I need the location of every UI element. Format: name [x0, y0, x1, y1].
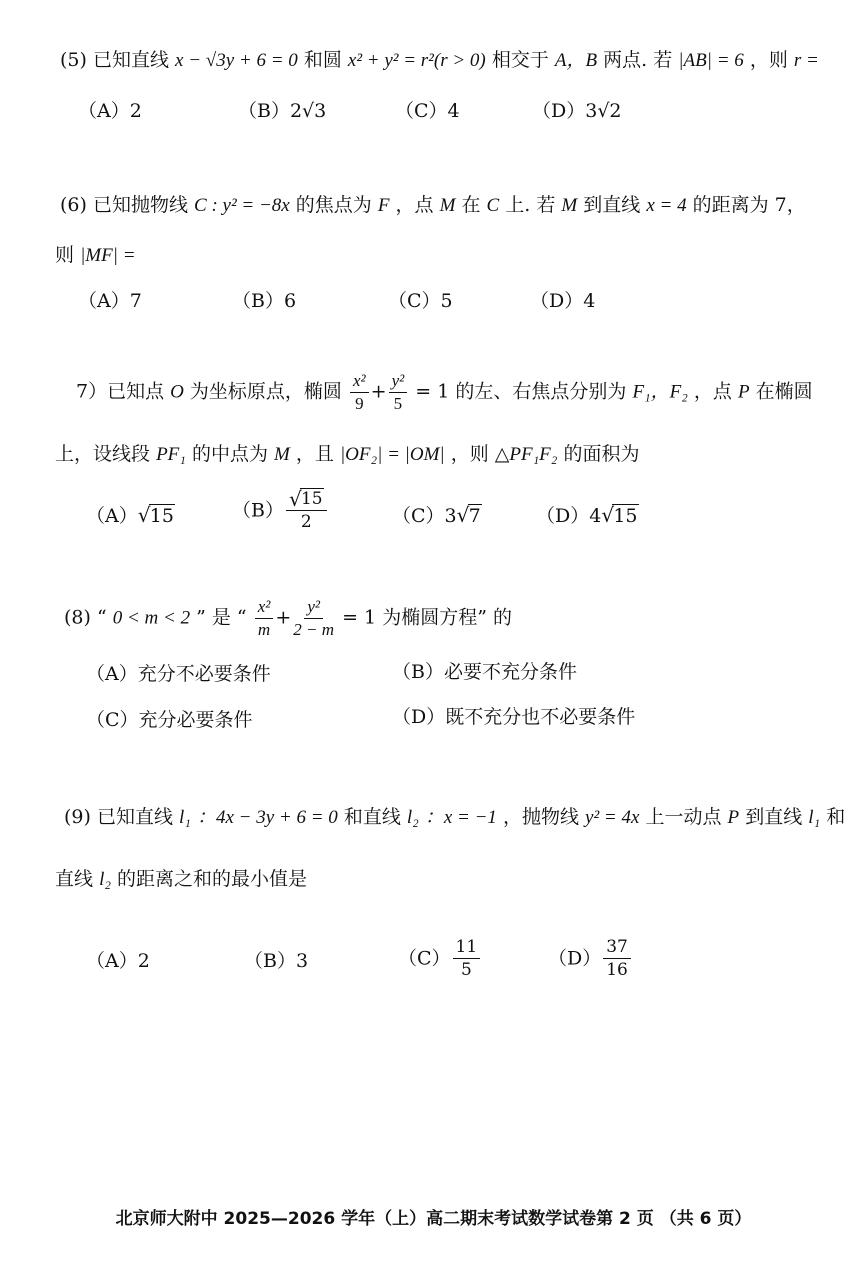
q6-point-m: M [439, 195, 456, 216]
q7-eq-tail: = 1 [415, 380, 450, 403]
q6-text: (6) 已知抛物线 [60, 194, 188, 216]
q7-text: 的面积为 [563, 443, 640, 465]
denominator: 5 [460, 959, 472, 980]
option-value: 4 [447, 100, 460, 122]
q8-text: 为椭圆方程” 的 [382, 606, 512, 629]
option-label: （A） [78, 290, 130, 312]
q6-line-equation: x = 4 [646, 195, 687, 216]
q5-option-c[interactable] [395, 100, 460, 123]
q6-ask: |MF| = [80, 245, 136, 266]
q5-option-a[interactable] [78, 100, 142, 123]
option-value: 必要不充分条件 [443, 661, 577, 683]
coefficient: 3 [444, 505, 457, 527]
option-label: （D） [532, 100, 586, 122]
q7-ellipse-term-x [350, 372, 369, 413]
q5-circle-equation: x² + y² = r²(r > 0) [347, 50, 486, 71]
q6-option-a[interactable] [78, 290, 142, 313]
q6-text: 到直线 [583, 194, 641, 216]
sqrt [289, 490, 324, 509]
q5-text: 相交于 [491, 49, 549, 71]
q7-text: 7）已知点 [76, 380, 165, 403]
q6-text: 则 [55, 244, 75, 266]
q9-line-l2: l₂ [99, 869, 111, 890]
q6-text: 的焦点为 [295, 194, 372, 216]
sqrt [457, 505, 482, 528]
option-label: （C） [398, 947, 451, 970]
q7-stem: 7）已知点 O 为坐标原点，椭圆 $\frac{\text{x²}}{9}$ + $\frac{\text{y²}}{5}$ = 1 的左、右焦点分别为 F₁，F₂ ，点 P 在椭圆 [76, 371, 813, 413]
q8-term-x [255, 598, 274, 639]
option-label: （C） [86, 709, 139, 731]
fraction [453, 938, 481, 979]
option-label: （A） [86, 950, 138, 972]
fraction [286, 490, 327, 531]
q9-parabola-equation: y² = 4x [585, 807, 640, 828]
q7-text: 上，设线段 [55, 443, 151, 465]
q9-option-a[interactable] [86, 950, 150, 973]
option-label: （B） [238, 100, 290, 122]
option-value: 4 [583, 290, 596, 312]
coefficient: 4 [589, 505, 602, 527]
q7-condition: |OF₂| = |OM| [339, 444, 445, 465]
q9-text: (9) 已知直线 [64, 806, 173, 828]
q5-text: ，则 [749, 49, 788, 71]
option-label: （D） [548, 947, 602, 970]
option-label: （B） [232, 290, 284, 312]
fraction [603, 938, 631, 979]
numerator: 37 [603, 938, 631, 959]
q9-l2-equation: ：x = −1 [424, 807, 497, 828]
q5-option-d[interactable] [532, 100, 622, 123]
q8-condition: 0 < m < 2 [112, 607, 191, 629]
q7-triangle: △PF₁F₂ [494, 444, 558, 465]
denominator: 2 − m [293, 619, 335, 639]
q5-option-b[interactable] [238, 100, 326, 123]
q6-parabola-equation: C : y² = −8x [194, 195, 290, 216]
q5-points: A，B [554, 50, 598, 71]
option-label: （A） [78, 100, 130, 122]
q7-foci: F₁，F₂ [632, 381, 688, 403]
q6-text: 的距离为 7， [692, 194, 806, 216]
q9-option-b[interactable] [244, 950, 308, 973]
q7-ellipse-term-y [389, 372, 408, 413]
q9-line-l2: l₂ [406, 807, 419, 828]
radicand: 15 [149, 505, 174, 527]
q9-stem [64, 806, 845, 830]
q6-focus: F [377, 195, 390, 216]
q6-option-c[interactable] [388, 290, 453, 313]
q7-text: 在椭圆 [755, 380, 813, 403]
option-label: （D） [536, 505, 590, 527]
numerator: y² [389, 372, 408, 393]
option-label: （A） [86, 505, 138, 527]
q6-text: ，点 [395, 194, 434, 216]
option-label: （B） [232, 499, 284, 522]
numerator: 11 [453, 938, 481, 959]
option-value: 3√2 [585, 100, 622, 122]
q9-stem-cont [55, 868, 307, 892]
q8-text: ” 是 “ [196, 606, 247, 629]
option-value: 2√3 [289, 100, 327, 122]
q7-text: ，点 [693, 380, 732, 403]
q6-option-b[interactable] [232, 290, 296, 313]
q9-option-d[interactable] [548, 938, 633, 979]
option-value: 2 [137, 950, 150, 972]
option-value: 充分不必要条件 [137, 663, 271, 685]
q7-point-p: P [737, 381, 750, 403]
q8-eq-tail: = 1 [342, 606, 377, 629]
q8-option-a[interactable] [86, 663, 271, 686]
q9-text: 的距离之和的最小值是 [117, 868, 308, 890]
q5-text: (5) 已知直线 [60, 49, 169, 71]
option-label: （A） [86, 663, 138, 685]
option-value: 5 [440, 290, 453, 312]
q7-option-c[interactable] [392, 505, 482, 528]
denominator: 16 [606, 959, 628, 980]
option-label: （D） [530, 290, 584, 312]
q9-text: 和 [826, 806, 846, 828]
sqrt [601, 505, 638, 528]
option-value: 2 [129, 100, 142, 122]
radicand: 15 [300, 489, 323, 509]
option-value: 充分必要条件 [138, 709, 253, 731]
option-value: 7 [129, 290, 142, 312]
q9-text: 和直线 [343, 806, 401, 828]
q7-option-d[interactable] [536, 505, 639, 528]
q7-stem-cont [55, 443, 639, 467]
q7-text: ，且 [295, 443, 334, 465]
radicand: 15 [613, 505, 638, 527]
q6-curve-c: C [486, 195, 500, 216]
option-value: 6 [283, 290, 297, 312]
option-label: （B） [392, 661, 444, 683]
q9-option-c[interactable] [398, 938, 482, 979]
q6-text: 上. 若 [505, 194, 556, 216]
q6-stem-cont [55, 244, 136, 268]
option-label: （C） [392, 505, 445, 527]
q7-option-b[interactable] [232, 490, 329, 531]
q5-ask: r = [793, 50, 819, 71]
q7-midpoint: M [274, 444, 290, 465]
option-value: 既不充分也不必要条件 [445, 706, 636, 728]
option-value: 3 [295, 950, 309, 972]
q8-option-d[interactable] [392, 706, 635, 729]
q6-stem [60, 194, 806, 218]
numerator: y² [304, 598, 323, 619]
q8-stem: (8) “ 0 < m < 2 ” 是 “ $\frac{\text{x²}}{m}$ + $\frac{\text{y²}}{2 - m}$ = 1 为椭圆方程” 的 [64, 597, 512, 639]
q9-line-l1: l₁ [808, 807, 821, 828]
denominator: 2 [300, 511, 312, 532]
q6-text: 在 [461, 194, 481, 216]
q8-option-b[interactable] [392, 661, 577, 684]
q7-text: 的中点为 [191, 443, 268, 465]
q9-point-p: P [727, 807, 740, 828]
q7-origin: O [170, 381, 184, 403]
q7-text: 的左、右焦点分别为 [455, 380, 627, 403]
radicand: 7 [468, 505, 481, 527]
option-label: （D） [392, 706, 446, 728]
sqrt [138, 505, 175, 528]
option-label: （C） [395, 100, 448, 122]
denominator: m [257, 619, 271, 639]
page-footer: 北京师大附中 2025—2026 学年（上）高二期末考试数学试卷第 2 页 （共 6 页） [115, 1209, 752, 1229]
q9-l1-equation: ：4x − 3y + 6 = 0 [196, 807, 338, 828]
numerator: x² [255, 598, 274, 619]
q8-text: (8) “ [64, 606, 107, 629]
q6-point-m: M [561, 195, 578, 216]
q9-text: ，抛物线 [502, 806, 579, 828]
numerator: x² [350, 372, 369, 393]
q8-option-c[interactable] [86, 709, 253, 732]
q5-line-equation: x − √3y + 6 = 0 [175, 50, 298, 71]
q5-text: 两点. 若 [603, 49, 673, 71]
q5-condition: |AB| = 6 [678, 50, 744, 71]
q9-text: 到直线 [745, 806, 803, 828]
q9-line-l1: l₁ [179, 807, 191, 828]
q6-option-d[interactable] [530, 290, 595, 313]
q5-text: 和圆 [303, 49, 342, 71]
q7-text: 为坐标原点，椭圆 [189, 380, 342, 403]
q7-text: ，则 [450, 443, 489, 465]
option-label: （B） [244, 950, 296, 972]
q5-stem [60, 49, 819, 73]
q7-option-a[interactable] [86, 505, 175, 528]
option-label: （C） [388, 290, 441, 312]
denominator: 9 [355, 393, 364, 413]
q8-term-y [293, 598, 334, 639]
denominator: 5 [393, 393, 403, 413]
q9-text: 直线 [55, 868, 94, 890]
q7-segment: PF₁ [156, 444, 186, 465]
q9-text: 上一动点 [645, 806, 722, 828]
